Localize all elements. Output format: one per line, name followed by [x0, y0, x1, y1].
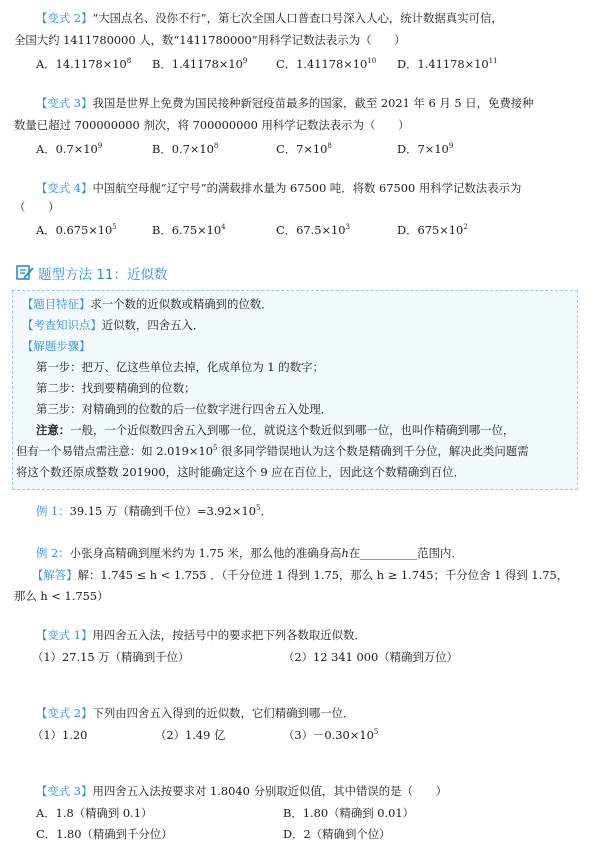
example-2: 例 2：小张身高精确到厘米约为 1.75 米，那么他的准确身高h在__________范围内． — [36, 546, 463, 560]
step-2: 第二步：找到要精确到的位数； — [36, 381, 196, 395]
knowledge-point-line: 【考查知识点】近似数，四舍五入． — [22, 318, 205, 332]
variant-3-option-a: A．$0.7\times 10^9$ — [36, 142, 103, 156]
variant-4-question-line2: （ ） — [14, 200, 60, 214]
step-1: 第一步：把万、亿这些单位去掉，化成单位为 1 的数字； — [36, 360, 324, 374]
note-line3: 将这个数还原成整数 201900，这时能确定这个 9 应在百位上，因此这个数精确到百位． — [16, 465, 465, 479]
question-text: 中国航空母舰“辽宁号”的满载排水量为 67500 吨．将数 67500 用科学记数法表示为 — [92, 181, 522, 195]
variant-4-option-b: B．$6.75\times 10^4$ — [152, 223, 226, 237]
note-line2: 但有一个易错点需注意：如 $2.019\times 10^5$ 很多同学错误地认为这个数是精确到千分位，解决此类问题需 — [16, 444, 529, 458]
steps-tag: 【解题步骤】 — [22, 339, 91, 353]
variant-2-option-a: A．$14.1178\times 10^8$ — [36, 57, 132, 71]
example-label: 例 2： — [36, 546, 70, 560]
variant-1-question: 【变式 1】用四舍五入法，按括号中的要求把下列各数取近似数． — [36, 628, 366, 642]
note-line1: 注意：一般，一个近似数四舍五入到哪一位，就说这个数近似到哪一位，也叫作精确到哪一位， — [36, 423, 515, 437]
variant-2-option-b: B．$1.41178\times 10^9$ — [152, 57, 248, 71]
solution-line1: 【解答】解：1.745 ≤ h < 1.755 ．（千分位进 1 得到 1.75，那么 h ≥ 1.745；千分位舍 1 得到 1.75， — [32, 568, 569, 582]
variant-tag: 【变式 3】 — [36, 784, 93, 798]
section-title: 题型方法 11：近似数 — [38, 267, 168, 283]
variant-2-question-line2: 全国大约 1411780000 人，数“1411780000”用科学记数法表示为（ ） — [14, 33, 406, 47]
variant-tag: 【变式 4】 — [36, 181, 93, 195]
knowledge-point-tag: 【考查知识点】 — [22, 318, 102, 332]
variant-4-question-line1 — [36, 180, 521, 196]
variant-1-item-2: （2）12 341 000（精确到万位） — [283, 650, 458, 664]
question-text: “大国点名、没你不行”，第七次全国人口普查口号深入人心，统计数据真实可信， — [92, 11, 503, 25]
variant-tag: 【变式 2】 — [36, 706, 93, 720]
variant-tag: 【变式 1】 — [36, 628, 93, 642]
variant-3-option-d: D．$7\times 10^9$ — [397, 142, 454, 156]
variant-3-option-b: B．$0.7\times 10^8$ — [152, 142, 219, 156]
variant-2b-item-2: （2）1.49 亿 — [155, 728, 226, 742]
answer-blank: __________ — [360, 546, 418, 560]
variant-2-option-c: C．$1.41178\times 10^{10}$ — [276, 57, 377, 71]
feature-line: 【题目特征】求一个数的近似数或精确到的位数． — [22, 297, 273, 311]
variant-4-option-c: C．$67.5\times 10^3$ — [276, 223, 350, 237]
variant-4-option-a: A．$0.675\times 10^5$ — [36, 223, 117, 237]
variant-2-question-line1 — [36, 10, 503, 26]
variant-3b-option-c: C．1.80（精确到千分位） — [36, 827, 173, 841]
example-1: 例 1：39.15 万（精确到千位）$=3.92\times 10^5$． — [36, 504, 272, 518]
solution-tag: 【解答】 — [32, 568, 78, 582]
variant-tag: 【变式 3】 — [36, 96, 93, 110]
edit-note-icon — [16, 264, 34, 281]
variant-2-option-d: D．$1.41178\times 10^{11}$ — [397, 57, 498, 71]
variant-2b-item-1: （1）1.20 — [32, 728, 88, 742]
variant-3b-question: 【变式 3】用四舍五入法按要求对 1.8040 分别取近似值，其中错误的是（ ） — [36, 784, 448, 798]
variant-3-option-c: C．$7\times 10^8$ — [276, 142, 332, 156]
feature-tag: 【题目特征】 — [22, 297, 91, 311]
solution-line2: 那么 h < 1.755） — [14, 589, 109, 603]
variant-3b-option-b: B．1.80（精确到 0.01） — [283, 806, 415, 820]
variant-3-question-line2: 数量已超过 700000000 剂次，将 700000000 用科学记数法表示为（ ） — [14, 118, 410, 132]
step-3: 第三步：对精确到的位数的后一位数字进行四舍五入处理． — [36, 402, 333, 416]
variant-2b-item-3: $(3)-0.30\times 10^5$ — [283, 728, 379, 742]
variant-4-option-d: D．$675\times 10^2$ — [397, 223, 468, 237]
example-label: 例 1： — [36, 504, 70, 518]
variant-1-item-1: （1）27.15 万（精确到千位） — [32, 650, 190, 664]
variant-2b-question: 【变式 2】下列由四舍五入得到的近似数，它们精确到哪一位． — [36, 706, 355, 720]
variant-3-question-line1 — [36, 95, 534, 111]
variant-3b-option-a: A．1.8（精确到 0.1） — [36, 806, 153, 820]
note-label: 注意： — [36, 423, 71, 437]
question-text: 我国是世界上免费为国民接种新冠疫苗最多的国家，截至 2021 年 6 月 5 日，免费接种 — [92, 96, 534, 110]
variant-tag: 【变式 2】 — [36, 11, 93, 25]
variant-3b-option-d: D．2（精确到个位） — [283, 827, 391, 841]
